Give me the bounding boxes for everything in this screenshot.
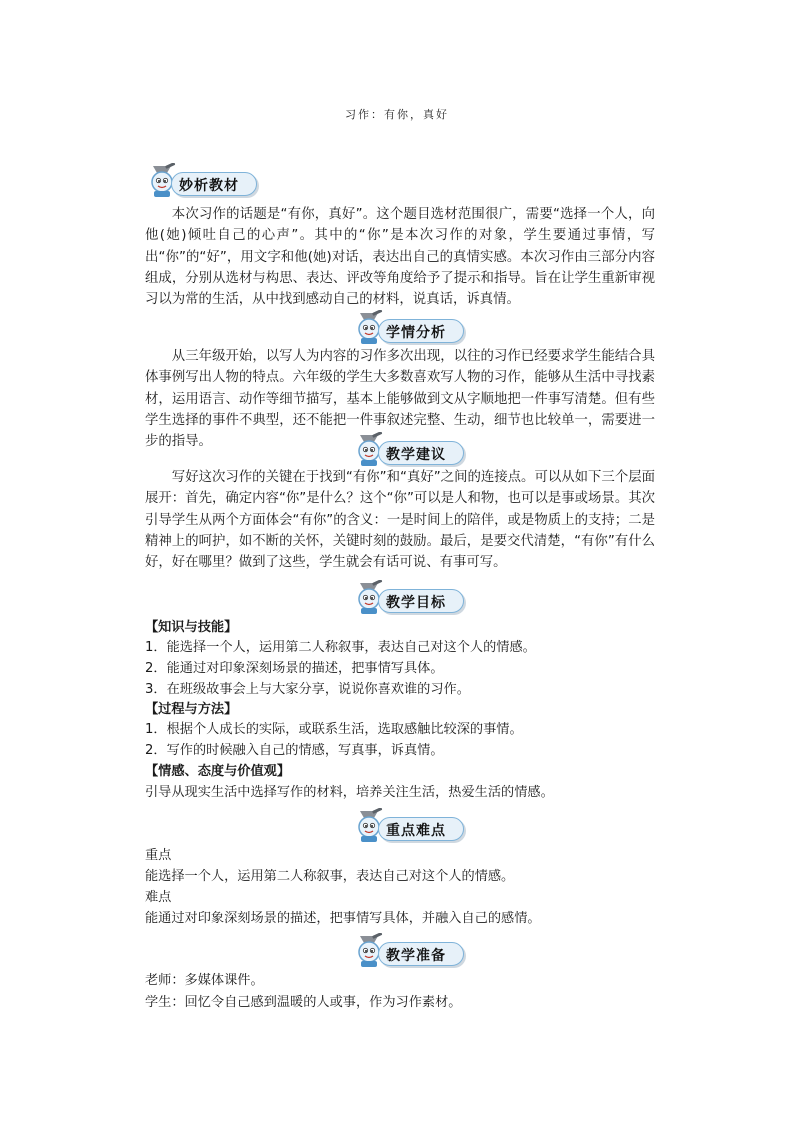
goals-knowledge-item: 2．能通过对印象深刻场景的描述，把事情写具体。: [145, 661, 444, 676]
goals-knowledge-title: 【知识与技能】: [145, 620, 238, 635]
section-heading-analysis: [145, 163, 265, 199]
section-heading-preparation: [352, 933, 472, 969]
keypoint-text: 能选择一个人，运用第二人称叙事，表达自己对这个人的情感。: [145, 869, 515, 884]
keypoint-label: 重点: [145, 848, 172, 863]
section-heading-label: 重点难点: [386, 823, 446, 839]
goals-emotion-text: 引导从现实生活中选择写作的材料，培养关注生活，热爱生活的情感。: [145, 785, 554, 800]
difficulty-text: 能通过对印象深刻场景的描述，把事情写具体，并融入自己的感情。: [145, 911, 541, 926]
goals-emotion-title: 【情感、态度与价值观】: [145, 764, 291, 779]
section-heading-learning: [352, 310, 472, 346]
goals-process-item: 2．写作的时候融入自己的情感，写真事，诉真情。: [145, 743, 444, 758]
section-heading-keypoints: [352, 808, 472, 844]
difficulty-label: 难点: [145, 890, 172, 905]
section-heading-label: 教学目标: [386, 595, 446, 611]
section-heading-label: 教学准备: [386, 948, 446, 964]
section-heading-label: 教学建议: [386, 447, 446, 463]
suggestion-paragraph: 写好这次习作的关键在于找到“有你”和“真好”之间的连接点。可以从如下三个层面展开：首先，确定内容“你”是什么？这个“你”可以是人和物，也可以是事或场景。其次引导学生从两个方面体会“有你”的含义：一是时间上的陪伴，或是物质上的支持；二是精神上的呵护，如不断的关怀，关键时刻的鼓励。最后，是要交代清楚，“有你”有什么好，好在哪里？做到了这些，学生就会有话可说、有事可写。: [145, 470, 655, 571]
section-heading-label: 学情分析: [386, 325, 446, 341]
preparation-teacher: 老师：多媒体课件。: [145, 973, 264, 988]
page-header-title: 习作：有你，真好: [345, 108, 449, 121]
goals-process-title: 【过程与方法】: [145, 702, 238, 717]
learning-paragraph: 从三年级开始，以写人为内容的习作多次出现，以往的习作已经要求学生能结合具体事例写出人物的特点。六年级的学生大多数喜欢写人物的习作，能够从生活中寻找素材，运用语言、动作等细节描写，基本上能够做到文从字顺地把一件事写清楚。但有些学生选择的事件不典型，还不能把一件事叙述完整、生动，细节也比较单一，需要进一步的指导。: [145, 349, 655, 450]
section-heading-goals: [352, 580, 472, 616]
goals-process-item: 1．根据个人成长的实际，或联系生活，选取感触比较深的事情。: [145, 722, 523, 737]
goals-knowledge-item: 3．在班级故事会上与大家分享，说说你喜欢谁的习作。: [145, 682, 470, 697]
goals-knowledge-item: 1．能选择一个人，运用第二人称叙事，表达自己对这个人的情感。: [145, 640, 536, 655]
section-heading-suggestion: [352, 432, 472, 468]
section-heading-label: 妙析教材: [179, 178, 239, 194]
preparation-student: 学生：回忆令自己感到温暖的人或事，作为习作素材。: [145, 995, 462, 1010]
analysis-paragraph: 本次习作的话题是“有你，真好”。这个题目选材范围很广，需要“选择一个人，向他(她)倾吐自己的心声”。其中的“你”是本次习作的对象，学生要通过事情，写出“你”的“好”，用文字和他(她)对话，表达出自己的真情实感。本次习作由三部分内容组成，分别从选材与构思、表达、评改等角度给予了提示和指导。旨在让学生重新审视习以为常的生活，从中找到感动自己的材料，说真话，诉真情。: [145, 207, 655, 308]
